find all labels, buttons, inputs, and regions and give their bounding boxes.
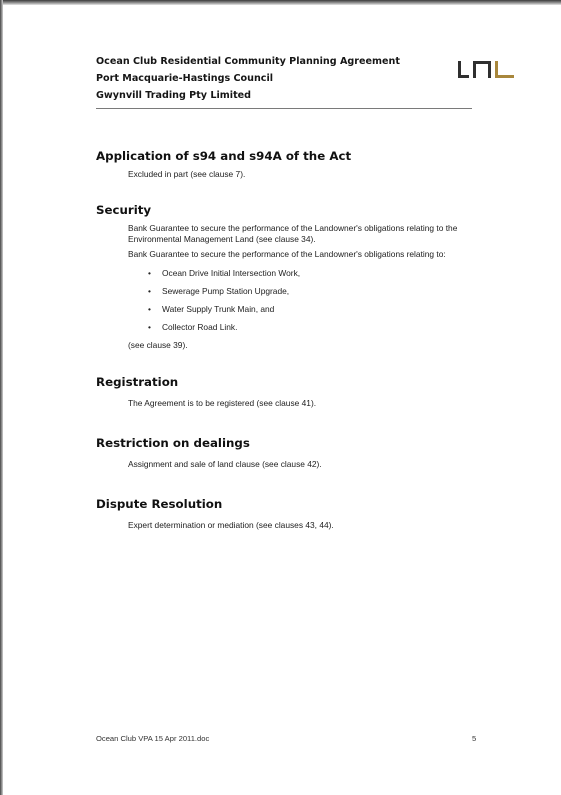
section-security bbox=[96, 203, 496, 350]
section-title: Security bbox=[96, 203, 152, 217]
bullet-list bbox=[148, 268, 496, 333]
section-title: Dispute Resolution bbox=[96, 497, 223, 511]
header-company-name: Gwynvill Trading Pty Limited bbox=[96, 90, 252, 101]
section-dispute-resolution bbox=[96, 497, 496, 531]
section-paragraph: Excluded in part (see clause 7). bbox=[128, 169, 246, 179]
section-registration bbox=[96, 375, 496, 409]
list-item-text: Ocean Drive Initial Intersection Work, bbox=[162, 267, 301, 278]
document-header bbox=[96, 53, 476, 104]
firm-logo-icon bbox=[456, 58, 516, 80]
list-item-text: Water Supply Trunk Main, and bbox=[162, 304, 275, 315]
list-item bbox=[148, 322, 496, 333]
bullet-icon: • bbox=[148, 304, 151, 315]
footer-page-number: 5 bbox=[472, 734, 477, 743]
section-paragraph: Assignment and sale of land clause (see clause 42). bbox=[128, 459, 322, 469]
section-paragraph: Expert determination or mediation (see clauses 43, 44). bbox=[128, 520, 334, 530]
list-item bbox=[148, 268, 496, 279]
bullet-icon: • bbox=[148, 267, 151, 278]
header-divider bbox=[96, 108, 472, 109]
header-agreement-title: Ocean Club Residential Community Planning Agreement bbox=[96, 56, 400, 67]
section-closing: (see clause 39). bbox=[128, 339, 188, 350]
list-item bbox=[148, 304, 496, 315]
bullet-icon: • bbox=[148, 285, 151, 296]
list-item-text: Collector Road Link. bbox=[162, 322, 238, 333]
section-title: Application of s94 and s94A of the Act bbox=[96, 149, 352, 163]
section-title: Registration bbox=[96, 375, 179, 389]
bullet-icon: • bbox=[148, 322, 151, 333]
list-item-text: Sewerage Pump Station Upgrade, bbox=[162, 285, 290, 296]
section-restriction-on-dealings bbox=[96, 436, 496, 470]
section-paragraph: Bank Guarantee to secure the performance of the Landowner's obligations relating to the Environmental Management Land (see clause 34). bbox=[128, 223, 458, 244]
footer-filename: Ocean Club VPA 15 Apr 2011.doc bbox=[96, 734, 210, 743]
section-paragraph: Bank Guarantee to secure the performance of the Landowner's obligations relating to: bbox=[128, 249, 446, 259]
list-item bbox=[148, 286, 496, 297]
section-paragraph: The Agreement is to be registered (see clause 41). bbox=[128, 398, 317, 408]
section-title: Restriction on dealings bbox=[96, 436, 250, 450]
section-s94-application bbox=[96, 149, 496, 180]
scan-edge-top bbox=[0, 0, 561, 5]
header-council-name: Port Macquarie-Hastings Council bbox=[96, 73, 274, 84]
scan-edge-left bbox=[0, 0, 3, 795]
